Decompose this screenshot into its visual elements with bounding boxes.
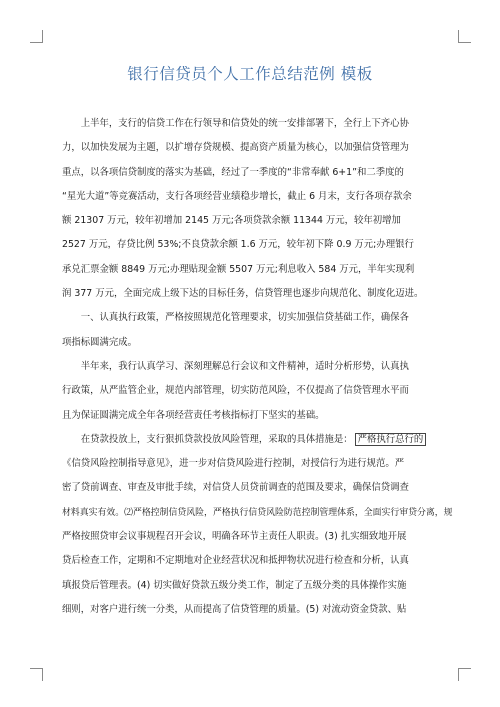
text-line-start: 在贷款投放上，支行狠抓贷款投放风险管理，采取的具体措施是： (62, 433, 353, 445)
text-line: 一、认真执行政策，严格按照规范化管理要求，切实加强信贷基础工作，确保各 (62, 312, 409, 324)
text-line: 细则，对客户进行统一分类，从而提高了信贷管理的质量。(5) 对流动资金贷款、贴 (62, 603, 407, 615)
text-line-with-box (62, 428, 446, 452)
document-body (62, 112, 453, 622)
document-title: 银行信贷员个人工作总结范例 模板 (127, 65, 373, 83)
crop-mark-bottom-right (458, 668, 471, 681)
text-line: 且为保证圆满完成全年各项经营责任考核指标打下坚实的基础。 (62, 409, 325, 421)
text-line: 力，以加快发展为主题，以扩增存贷规模、提高资产质量为核心，以加强信贷管理为 (62, 142, 409, 154)
text-line: 项指标圆满完成。 (62, 336, 138, 348)
text-line: 2527 万元，存贷比例 53%;不良贷款余额 1.6 万元，较年初下降 0.9 万元;办理银行 (62, 239, 414, 251)
crop-mark-top-left (30, 30, 43, 43)
text-line: 严格按照贷审会议事规程召开会议，明确各环节主责任人职责。(3) 扎实细致地开展 (62, 531, 407, 543)
text-line: 半年来，我行认真学习、深刻理解总行会议和文件精神，适时分析形势，认真执 (62, 360, 409, 372)
text-line: 密了贷前调查、审查及审批手续，对信贷人员贷前调查的范围及要求，确保信贷调查 (62, 482, 409, 494)
text-line: 贷后检查工作，定期和不定期地对企业经营状况和抵押物状况进行检查和分析，认真 (62, 555, 409, 567)
text-line: 行政策，从严监管企业，规范内部管理，切实防范风险，不仅提高了信贷管理水平而 (62, 385, 409, 397)
text-line: 填报贷后管理表。(4) 切实做好贷款五级分类工作，制定了五级分类的具体操作实施 (62, 579, 407, 591)
text-line: 上半年，支行的信贷工作在行领导和信贷处的统一安排部署下，全行上下齐心协 (62, 118, 409, 129)
crop-mark-top-right (458, 30, 471, 43)
text-line: 《信贷风险控制指导意见》，进一步对信贷风险进行控制，对授信行为进行规范。严 (62, 458, 405, 470)
text-line: 承兑汇票金额 8849 万元;办理贴现金额 5507 万元;利息收入 584 万元，半年实现利 (62, 263, 415, 275)
text-line: 重点，以各项信贷制度的落实为基础，经过了一季度的“非常奉献 6+1”和二季度的 (62, 166, 404, 178)
text-line: 润 377 万元，全面完成上级下达的目标任务，信贷管理也逐步向规范化、制度化迈进。 (62, 288, 424, 300)
boxed-text: 严格执行总行的 (355, 433, 427, 446)
crop-mark-bottom-left (30, 668, 43, 681)
text-line: 材料真实有效。⑵严格控制信贷风险，严格执行信贷风险防范控制管理体系，全面实行审贷分离，规 (62, 507, 453, 518)
text-line: “星光大道”等竞赛活动，支行各项经营业绩稳步增长，截止 6 月末，支行各项存款余 (62, 190, 412, 202)
text-line: 额 21307 万元，较年初增加 2145 万元;各项贷款余额 11344 万元，较年初增加 (62, 215, 401, 227)
